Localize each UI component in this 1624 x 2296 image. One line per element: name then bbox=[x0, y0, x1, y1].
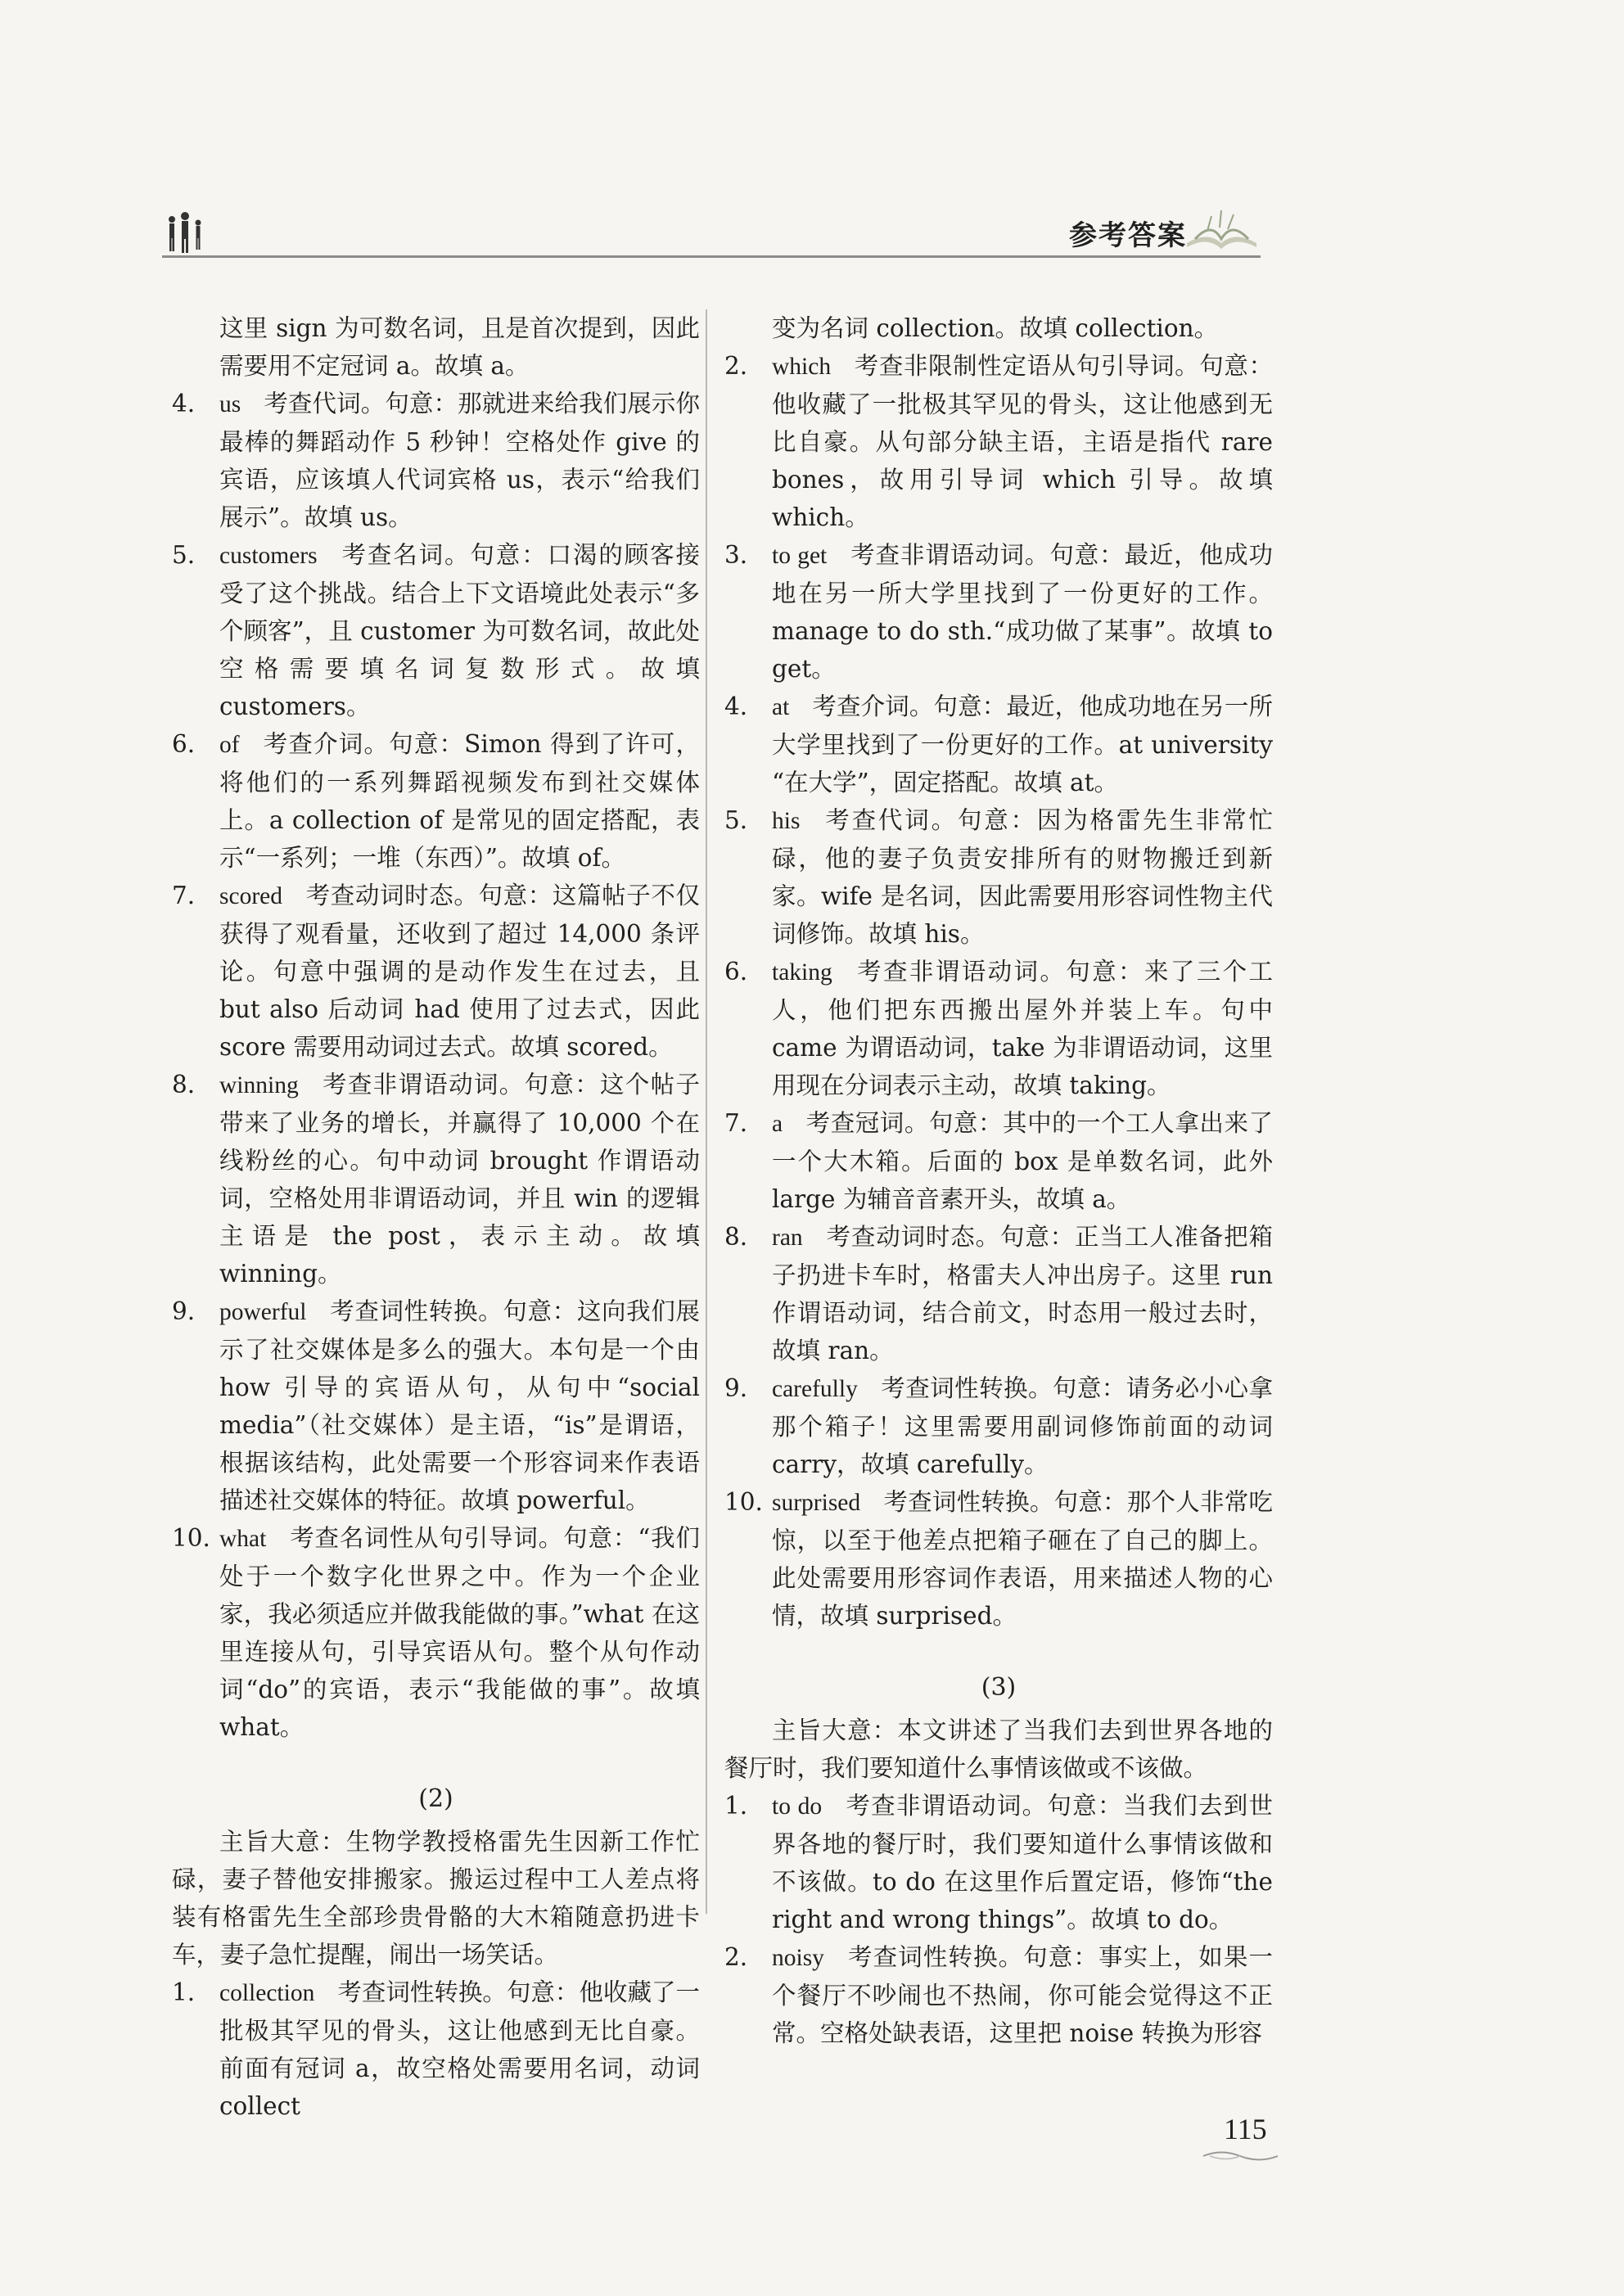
answer-item: 2. which 考查非限制性定语从句引导词。句意：他收藏了一批极其罕见的骨头，这让他感到无比自豪。从句部分缺主语，主语是指代 rare bones，故用引导词 which 引导。故填 which。 bbox=[724, 352, 1273, 531]
continued-text: 变为名词 collection。故填 collection。 bbox=[772, 314, 1219, 342]
answer-word: to do bbox=[772, 1793, 823, 1820]
answer-word: what bbox=[219, 1526, 267, 1552]
answer-word: winning bbox=[219, 1072, 299, 1098]
answer-item: 4. at 考查介词。句意：最近，他成功地在另一所大学里找到了一份更好的工作。at university “在大学”，固定搭配。故填 at。 bbox=[724, 692, 1273, 796]
answer-item: 7. a 考查冠词。句意：其中的一个工人拿出来了一个大木箱。后面的 box 是单数名词，此外 large 为辅音音素开头，故填 a。 bbox=[724, 1109, 1273, 1213]
open-book-icon bbox=[1183, 206, 1261, 255]
explanation: 考查非限制性定语从句引导词。句意：他收藏了一批极其罕见的骨头，这让他感到无比自豪。从句部分缺主语，主语是指代 rare bones，故用引导词 which 引导。故填 which。 bbox=[772, 352, 1273, 531]
answer-word: noisy bbox=[772, 1945, 824, 1971]
left-column bbox=[172, 309, 700, 2125]
answer-item: 2. noisy 考查词性转换。句意：事实上，如果一个餐厅不吵闹也不热闹，你可能会觉得这不正常。空格处缺表语，这里把 noise 转换为形容 bbox=[724, 1943, 1273, 2047]
explanation: 考查词性转换。句意：这向我们展示了社交媒体是多么的强大。本句是一个由 how 引导的宾语从句，从句中“social media”（社交媒体）是主语，“is”是谓语，根据该结构，此处需要一个形容词来作表语描述社交媒体的特征。故填 powerful。 bbox=[219, 1297, 700, 1514]
explanation: 考查非谓语动词。句意：来了三个工人，他们把东西搬出屋外并装上车。句中 came 为谓语动词，take 为非谓语动词，这里用现在分词表示主动，故填 taking。 bbox=[772, 958, 1273, 1099]
answer-word: collection bbox=[219, 1980, 315, 2006]
header-title: 参考答案 bbox=[1069, 219, 1187, 252]
continued-text: 这里 sign 为可数名词，且是首次提到，因此需要用不定冠词 a。故填 a。 bbox=[219, 314, 700, 380]
answer-word: a bbox=[772, 1111, 783, 1137]
answer-item: 5. customers 考查名词。句意：口渴的顾客接受了这个挑战。结合上下文语境此处表示“多个顾客”，且 customer 为可数名词，故此处空格需要填名词复数形式。故填 customers。 bbox=[172, 541, 700, 720]
explanation: 考查动词时态。句意：这篇帖子不仅获得了观看量，还收到了超过 14,000 条评论。句意中强调的是动作发生在过去，且 but also 后动词 had 使用了过去式，因此 score 需要用动词过去式。故填 scored。 bbox=[219, 882, 700, 1061]
explanation: 考查词性转换。句意：那个人非常吃惊，以至于他差点把箱子砸在了自己的脚上。此处需要用形容词作表语，用来描述人物的心情，故填 surprised。 bbox=[772, 1488, 1273, 1630]
explanation: 考查词性转换。句意：请务必小心拿那个箱子！这里需要用副词修饰前面的动词 carry，故填 carefully。 bbox=[772, 1374, 1273, 1478]
right-column bbox=[724, 309, 1273, 2052]
answer-item: 10. what 考查名词性从句引导词。句意：“我们处于一个数字化世界之中。作为一个企业家，我必须适应并做我能做的事。”what 在这里连接从句，引导宾语从句。整个从句作动词“do”的宾语，表示“我能做的事”。故填 what。 bbox=[172, 1524, 700, 1741]
explanation: 考查介词。句意：最近，他成功地在另一所大学里找到了一份更好的工作。at university “在大学”，固定搭配。故填 at。 bbox=[772, 692, 1273, 796]
walking-figures-icon bbox=[162, 211, 211, 254]
answer-word: his bbox=[772, 808, 801, 834]
explanation: 考查介词。句意：Simon 得到了许可，将他们的一系列舞蹈视频发布到社交媒体上。a collection of 是常见的固定搭配，表示“一系列；一堆（东西）”。故填 of。 bbox=[219, 730, 700, 872]
answer-word: taking bbox=[772, 959, 832, 986]
answer-word: powerful bbox=[219, 1299, 307, 1325]
page-number: 115 bbox=[1224, 2113, 1267, 2145]
answer-word: ran bbox=[772, 1225, 803, 1251]
header-rule bbox=[162, 255, 1261, 258]
answer-item: 5. his 考查代词。句意：因为格雷先生非常忙碌，他的妻子负责安排所有的财物搬迁到新家。wife 是名词，因此需要用形容词性物主代词修饰。故填 his。 bbox=[724, 806, 1273, 948]
answer-word: scored bbox=[219, 883, 282, 909]
explanation: 考查词性转换。句意：事实上，如果一个餐厅不吵闹也不热闹，你可能会觉得这不正常。空格处缺表语，这里把 noise 转换为形容 bbox=[772, 1943, 1273, 2047]
section-title: (2) bbox=[418, 1784, 453, 1813]
explanation: 考查非谓语动词。句意：当我们去到世界各地的餐厅时，我们要知道什么事情该做和不该做。to do 在这里作后置定语，修饰“the right and wrong things”。故填 to do。 bbox=[772, 1792, 1273, 1933]
explanation: 考查非谓语动词。句意：最近，他成功地在另一所大学里找到了一份更好的工作。manage to do sth.“成功做了某事”。故填 to get。 bbox=[772, 541, 1273, 683]
answer-item: 6. taking 考查非谓语动词。句意：来了三个工人，他们把东西搬出屋外并装上车。句中 came 为谓语动词，take 为非谓语动词，这里用现在分词表示主动，故填 taking。 bbox=[724, 958, 1273, 1099]
answer-word: surprised bbox=[772, 1490, 861, 1516]
answer-item: 1. collection 考查词性转换。句意：他收藏了一批极其罕见的骨头，这让他感到无比自豪。前面有冠词 a，故空格处需要用名词，动词 collect bbox=[172, 1978, 700, 2120]
section-title: (3) bbox=[981, 1673, 1017, 1702]
answer-item: 7. scored 考查动词时态。句意：这篇帖子不仅获得了观看量，还收到了超过 14,000 条评论。句意中强调的是动作发生在过去，且 but also 后动词 had 使用了过去式，因此 score 需要用动词过去式。故填 scored。 bbox=[172, 882, 700, 1061]
explanation: 考查非谓语动词。句意：这个帖子带来了业务的增长，并赢得了 10,000 个在线粉丝的心。句中动词 brought 作谓语动词，空格处用非谓语动词，并且 win 的逻辑主语是 the post，表示主动。故填 winning。 bbox=[219, 1071, 700, 1288]
section-summary: 主旨大意：生物学教授格雷先生因新工作忙碌，妻子替他安排搬家。搬运过程中工人差点将装有格雷先生全部珍贵骨骼的大木箱随意扔进卡车，妻子急忙提醒，闹出一场笑话。 bbox=[172, 1828, 700, 1969]
answer-word: which bbox=[772, 354, 832, 380]
answer-item: 6. of 考查介词。句意：Simon 得到了许可，将他们的一系列舞蹈视频发布到社交媒体上。a collection of 是常见的固定搭配，表示“一系列；一堆（东西）”。故填 of。 bbox=[172, 730, 700, 872]
answer-word: at bbox=[772, 694, 790, 720]
explanation: 考查词性转换。句意：他收藏了一批极其罕见的骨头，这让他感到无比自豪。前面有冠词 a，故空格处需要用名词，动词 collect bbox=[219, 1978, 700, 2120]
explanation: 考查动词时态。句意：正当工人准备把箱子扔进卡车时，格雷夫人冲出房子。这里 run 作谓语动词，结合前文，时态用一般过去时，故填 ran。 bbox=[772, 1223, 1273, 1365]
section-summary: 主旨大意：本文讲述了当我们去到世界各地的餐厅时，我们要知道什么事情该做或不该做。 bbox=[724, 1716, 1273, 1782]
answer-item: 10. surprised 考查词性转换。句意：那个人非常吃惊，以至于他差点把箱子砸在了自己的脚上。此处需要用形容词作表语，用来描述人物的心情，故填 surprised。 bbox=[724, 1488, 1273, 1630]
explanation: 考查代词。句意：因为格雷先生非常忙碌，他的妻子负责安排所有的财物搬迁到新家。wife 是名词，因此需要用形容词性物主代词修饰。故填 his。 bbox=[772, 806, 1273, 948]
explanation: 考查代词。句意：那就进来给我们展示你最棒的舞蹈动作 5 秒钟！空格处作 give 的宾语，应该填人代词宾格 us，表示“给我们展示”。故填 us。 bbox=[219, 390, 700, 531]
answer-item: 9. carefully 考查词性转换。句意：请务必小心拿那个箱子！这里需要用副词修饰前面的动词 carry，故填 carefully。 bbox=[724, 1374, 1273, 1478]
column-divider bbox=[706, 309, 707, 1914]
answer-item: 3. to get 考查非谓语动词。句意：最近，他成功地在另一所大学里找到了一份更好的工作。manage to do sth.“成功做了某事”。故填 to get。 bbox=[724, 541, 1273, 683]
page-header bbox=[162, 205, 1261, 262]
explanation: 考查冠词。句意：其中的一个工人拿出来了一个大木箱。后面的 box 是单数名词，此外 large 为辅音音素开头，故填 a。 bbox=[772, 1109, 1273, 1213]
answer-word: customers bbox=[219, 543, 318, 569]
answer-item: 1. to do 考查非谓语动词。句意：当我们去到世界各地的餐厅时，我们要知道什么事情该做和不该做。to do 在这里作后置定语，修饰“the right and wrong things”。故填 to do。 bbox=[724, 1792, 1273, 1933]
answer-word: us bbox=[219, 391, 241, 417]
explanation: 考查名词性从句引导词。句意：“我们处于一个数字化世界之中。作为一个企业家，我必须适应并做我能做的事。”what 在这里连接从句，引导宾语从句。整个从句作动词“do”的宾语，表示“我能做的事”。故填 what。 bbox=[219, 1524, 700, 1741]
answer-word: of bbox=[219, 732, 240, 758]
ornament-icon bbox=[1202, 2149, 1279, 2163]
answer-item: 8. winning 考查非谓语动词。句意：这个帖子带来了业务的增长，并赢得了 10,000 个在线粉丝的心。句中动词 brought 作谓语动词，空格处用非谓语动词，并且 win 的逻辑主语是 the post，表示主动。故填 winning。 bbox=[172, 1071, 700, 1288]
answer-word: to get bbox=[772, 543, 828, 569]
explanation: 考查名词。句意：口渴的顾客接受了这个挑战。结合上下文语境此处表示“多个顾客”，且 customer 为可数名词，故此处空格需要填名词复数形式。故填 customers。 bbox=[219, 541, 700, 720]
answer-item: 4. us 考查代词。句意：那就进来给我们展示你最棒的舞蹈动作 5 秒钟！空格处作 give 的宾语，应该填人代词宾格 us，表示“给我们展示”。故填 us。 bbox=[172, 390, 700, 531]
answer-item: 8. ran 考查动词时态。句意：正当工人准备把箱子扔进卡车时，格雷夫人冲出房子。这里 run 作谓语动词，结合前文，时态用一般过去时，故填 ran。 bbox=[724, 1223, 1273, 1365]
answer-word: carefully bbox=[772, 1376, 858, 1402]
answer-item: 9. powerful 考查词性转换。句意：这向我们展示了社交媒体是多么的强大。本句是一个由 how 引导的宾语从句，从句中“social media”（社交媒体）是主语，“is”是谓语，根据该结构，此处需要一个形容词来作表语描述社交媒体的特征。故填 powerful。 bbox=[172, 1297, 700, 1514]
